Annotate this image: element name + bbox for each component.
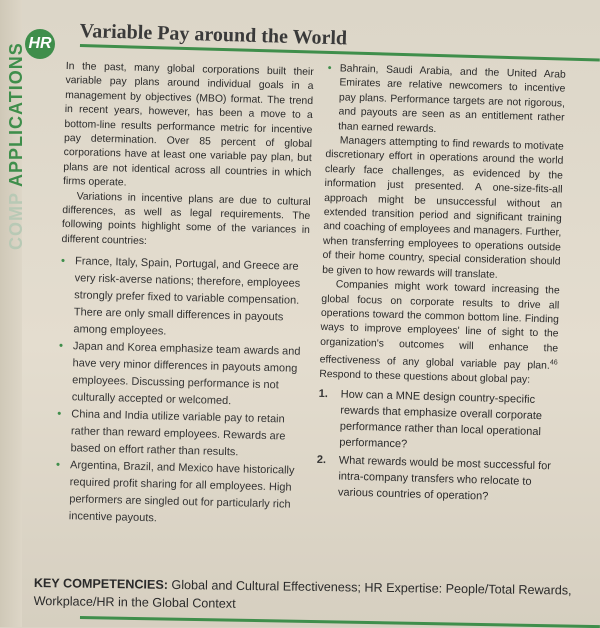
right-paragraph-1: Managers attempting to find rewards to motivate discretionary effort in operations around the world clearly face challenges, as evidenced by the information just presented. A one-size-fits-all approach might be unsuccessful without an extended transition period and significant training and coaching of employees and managers. Further, when transferring employees to operations outside of their home country, special consideration should be given to how rewards will translate. — [322, 135, 564, 281]
side-label-faded: COMP — [6, 192, 26, 250]
key-competencies — [33, 574, 589, 618]
questions-prompt: Respond to these questions about global pay: — [319, 368, 531, 386]
question-text: How can a MNE design country-specific rewards that emphasize overall corporate performance rather than local operational performance? — [339, 388, 543, 451]
side-label — [6, 42, 27, 250]
footnote-marker: 46 — [549, 359, 558, 367]
country-bullets — [55, 253, 310, 531]
question-text: What rewards would be most successful for intra-company transfers who relocate to various countries of operation? — [337, 454, 552, 504]
bullet-item — [56, 406, 305, 463]
bullet-dot-icon: • — [55, 459, 61, 472]
bullet-text: Japan and Korea emphasize team awards and have very minor differences in payouts among employees. Discussing performance is not culturally accepted or welcomed. — [71, 340, 301, 408]
bullet-continued — [326, 62, 566, 141]
question-item — [316, 452, 555, 507]
bullet-text: France, Italy, Spain, Portugal, and Greece are very risk-averse nations; therefore, employees strongly prefer fixed to variable compensation. There are only small differences in payouts among employees. — [73, 255, 301, 338]
left-paragraph-1: In the past, many global corporations built their variable pay plans around individual goals in a management by objectives (MBO) format. The trend in recent years, however, has been a move to a bottom-line results performance metric for incentive pay determination. Over 85 percent of global corporations have at least one variable pay plan, but plans are not identical across all countries in which firms operate. — [62, 60, 314, 189]
right-column — [316, 62, 566, 509]
bullet-item — [59, 253, 309, 344]
bullet-item — [55, 457, 305, 531]
bullet-text: Argentina, Brazil, and Mexico have historically required profit sharing for all employees. High performers are singled out for particularly rich incentive payouts. — [68, 459, 295, 525]
left-paragraph-2: Variations in incentive plans are due to cultural differences, as well as legal requirements. The following points highlight some of the variances in different countries: — [61, 190, 311, 247]
bullet-dot-icon: • — [57, 408, 62, 421]
bullet-item — [58, 338, 308, 412]
question-list — [316, 386, 557, 507]
bullet-text: Bahrain, Saudi Arabia, and the United Arab Emirates are relative newcomers to incentive pay plans. Performance targets are not rigorous, and payouts are seen as an entitlement rather than earned rewards. — [338, 63, 566, 135]
question-number: 2. — [316, 454, 327, 467]
hr-badge: HR — [25, 29, 55, 59]
side-label-main: APPLICATIONS — [6, 42, 26, 187]
right-paragraph-2-text: Companies might work toward increasing the global focus on corporate results to drive all operations toward the common bottom line. Finding ways to improve employees' line of sight to the organization's outcomes will enhance the effectiveness of any global variable pay plan. — [319, 279, 560, 372]
left-column — [55, 60, 314, 531]
bullet-text: China and India utilize variable pay to retain rather than reward employees. Rewards are based on effort rather than results. — [70, 408, 286, 459]
feature-title: Variable Pay around the World — [79, 20, 348, 50]
key-competencies-label: KEY COMPETENCIES: — [33, 575, 169, 592]
right-paragraph-2 — [319, 278, 560, 389]
bullet-dot-icon: • — [60, 255, 66, 268]
question-number: 1. — [318, 388, 329, 401]
bullet-dot-icon: • — [327, 62, 332, 75]
bullet-dot-icon: • — [58, 340, 64, 353]
key-competencies-text: Global and Cultural Effectiveness; HR Expertise: People/Total Rewards, Workplace/HR in the Global Context — [33, 577, 572, 611]
bottom-rule — [80, 616, 600, 628]
question-item — [317, 386, 557, 457]
